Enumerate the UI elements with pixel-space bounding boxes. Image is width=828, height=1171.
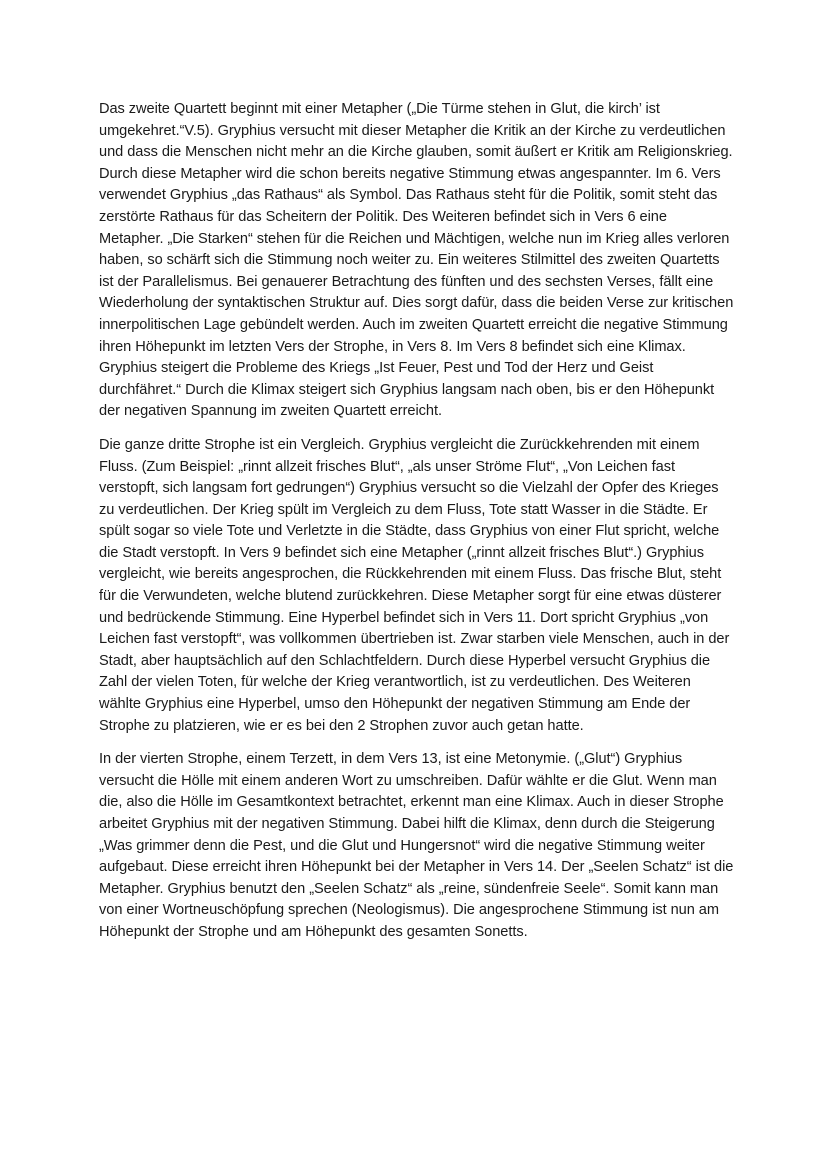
paragraph-third-stanza: Die ganze dritte Strophe ist ein Vergleich. Gryphius vergleicht die Zurückkehrenden mit einem Fluss. (Zum Beispiel: „rinnt allzeit frisches Blut“, „als unser Ströme Flut“, „Von Leichen fast verstopft, sich langsam fort gedrungen“) Gryphius versucht so die Vielzahl der Opfer des Krieges zu verdeutlichen. Der Krieg spült im Vergleich zu dem Fluss, Tote statt Wasser in die Städte. Er spült sogar so viele Tote und Verletzte in die Städte, dass Gryphius von einer Flut spricht, welche die Stadt verstopft. In Vers 9 befindet sich eine Metapher („rinnt allzeit frisches Blut“.) Gryphius vergleicht, wie bereits angesprochen, die Rückkehrenden mit einem Fluss. Das frische Blut, steht für die Verwundeten, welche blutend zurückkehren. Diese Metapher sorgt für eine etwas düsterer und bedrückende Stimmung. Eine Hyperbel befindet sich in Vers 11. Dort spricht Gryphius „von Leichen fast verstopft“, was vollkommen übertrieben ist. Zwar starben viele Menschen, auch in der Stadt, aber hauptsächlich auf den Schlachtfeldern. Durch diese Hyperbel versucht Gryphius die Zahl der vielen Toten, für welche der Krieg verantwortlich, ist zu verdeutlichen. Des Weiteren wählte Gryphius eine Hyperbel, umso den Höhepunkt der negativen Stimmung am Ende der Strophe zu platzieren, wie er es bei den 2 Strophen zuvor auch getan hatte. xyxy=(99,436,730,734)
paragraph-fourth-stanza: In der vierten Strophe, einem Terzett, in dem Vers 13, ist eine Metonymie. („Glut“) Gryphius versucht die Hölle mit einem anderen Wort zu umschreiben. Dafür wählte er die Glut. Wenn man die, also die Hölle im Gesamtkontext betrachtet, erkennt man eine Klimax. Auch in dieser Strophe arbeitet Gryphius mit der negativen Stimmung. Dabei hilft die Klimax, denn durch die Steigerung „Was grimmer denn die Pest, und die Glut und Hungersnot“ wird die negative Stimmung weiter aufgebaut. Diese erreicht ihren Höhepunkt bei der Metapher in Vers 14. Der „Seelen Schatz“ ist die Metapher. Gryphius benutzt den „Seelen Schatz“ als „reine, sündenfreie Seele“. Somit kann man von einer Wortneuschöpfung sprechen (Neologismus). Die angesprochene Stimmung ist nun am Höhepunkt der Strophe und am Höhepunkt des gesamten Sonetts. xyxy=(99,751,734,940)
document-body xyxy=(99,99,735,956)
paragraph-second-quartet: Das zweite Quartett beginnt mit einer Metapher („Die Türme stehen in Glut, die kirch’ ist umgekehret.“V.5). Gryphius versucht mit dieser Metapher die Kritik an der Kirche zu verdeutlichen und dass die Menschen nicht mehr an die Kirche glauben, somit äußert er Kritik am Religionskrieg. Durch diese Metapher wird die schon bereits negative Stimmung etwas angespannter. Im 6. Vers verwendet Gryphius „das Rathaus“ als Symbol. Das Rathaus steht für die Politik, somit steht das zerstörte Rathaus für das Scheitern der Politik. Des Weiteren befindet sich in Vers 6 eine Metapher. „Die Starken“ stehen für die Reichen und Mächtigen, welche nun im Krieg alles verloren haben, so schärft sich die Stimmung noch weiter zu. Ein weiteres Stilmittel des zweiten Quartetts ist der Parallelismus. Bei genauerer Betrachtung des fünften und des sechsten Verses, fällt eine Wiederholung der syntaktischen Struktur auf. Dies sorgt dafür, dass die beiden Verse zur kritischen innerpolitischen Lage gebündelt werden. Auch im zweiten Quartett erreicht die negative Stimmung ihren Höhepunkt im letzten Vers der Strophe, in Vers 8. Im Vers 8 befindet sich eine Klimax. Gryphius steigert die Probleme des Kriegs „Ist Feuer, Pest und Tod der Herz und Geist durchfähret.“ Durch die Klimax steigert sich Gryphius langsam nach oben, bis er den Höhepunkt der negativen Spannung im zweiten Quartett erreicht. xyxy=(99,101,734,420)
